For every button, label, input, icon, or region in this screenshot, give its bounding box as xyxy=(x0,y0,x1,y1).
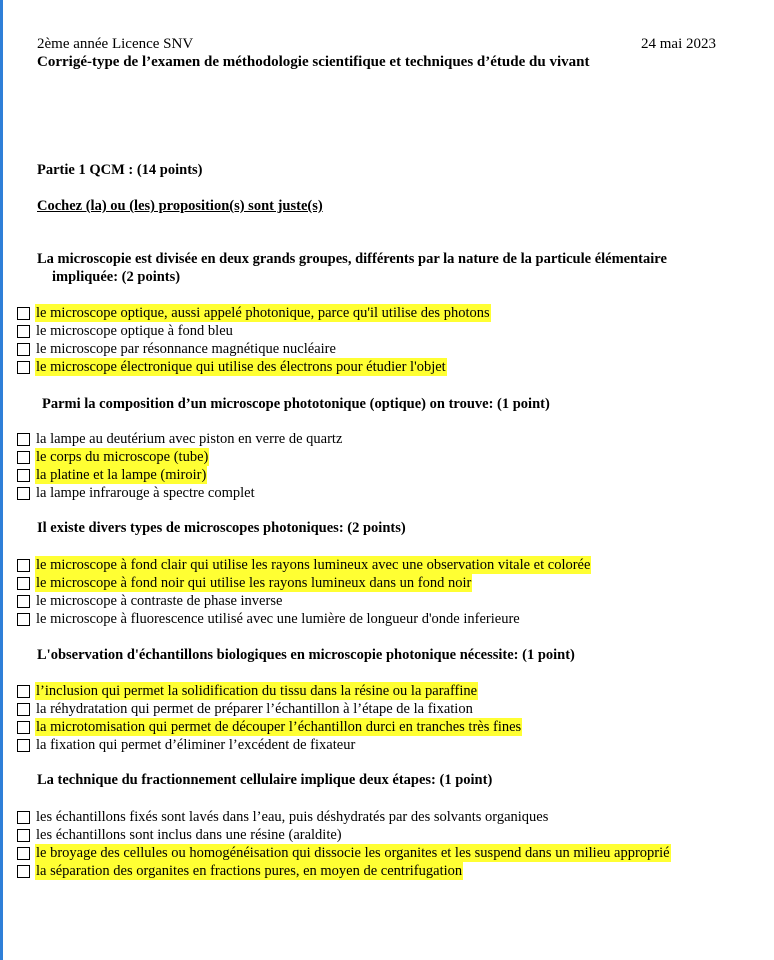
document-title: Corrigé-type de l’examen de méthodologie scientifique et techniques d’étude du vivant xyxy=(37,54,590,70)
checkbox-icon[interactable] xyxy=(17,325,30,338)
option-q4-2[interactable] xyxy=(17,700,474,718)
checkbox-icon[interactable] xyxy=(17,361,30,374)
checkbox-icon[interactable] xyxy=(17,469,30,482)
option-q2-3[interactable] xyxy=(17,466,207,484)
option-q3-2[interactable] xyxy=(17,574,472,592)
part-instruction: Cochez (la) ou (les) proposition(s) sont juste(s) xyxy=(37,198,323,214)
question-4-text: L'observation d'échantillons biologiques en microscopie photonique nécessite: (1 point) xyxy=(37,647,575,663)
question-3-text: Il existe divers types de microscopes photoniques: (2 points) xyxy=(37,520,406,536)
option-label: le microscope optique, aussi appelé photonique, parce qu'il utilise des photons xyxy=(36,305,490,321)
question-2-text: Parmi la composition d’un microscope phototonique (optique) on trouve: (1 point) xyxy=(42,396,550,412)
option-label: le microscope par résonnance magnétique nucléaire xyxy=(36,341,336,357)
option-label: la lampe au deutérium avec piston en verre de quartz xyxy=(36,431,343,447)
question-1-line-2: impliquée: (2 points) xyxy=(52,269,181,285)
checkbox-icon[interactable] xyxy=(17,829,30,842)
option-label: la platine et la lampe (miroir) xyxy=(36,467,207,483)
checkbox-icon[interactable] xyxy=(17,739,30,752)
option-label: l’inclusion qui permet la solidification du tissu dans la résine ou la paraffine xyxy=(36,683,478,699)
checkbox-icon[interactable] xyxy=(17,595,30,608)
left-border-line xyxy=(0,0,3,960)
option-q4-3[interactable] xyxy=(17,718,522,736)
option-q3-4[interactable] xyxy=(17,610,521,628)
option-label: la lampe infrarouge à spectre complet xyxy=(36,485,255,501)
checkbox-icon[interactable] xyxy=(17,703,30,716)
option-label: le microscope à fond clair qui utilise les rayons lumineux avec une observation vitale et colorée xyxy=(36,557,591,573)
checkbox-icon[interactable] xyxy=(17,613,30,626)
question-5-text: La technique du fractionnement cellulaire implique deux étapes: (1 point) xyxy=(37,772,493,788)
checkbox-icon[interactable] xyxy=(17,487,30,500)
option-q1-3[interactable] xyxy=(17,340,337,358)
option-q5-4[interactable] xyxy=(17,862,463,880)
option-label: la séparation des organites en fractions pures, en moyen de centrifugation xyxy=(36,863,463,879)
checkbox-icon[interactable] xyxy=(17,847,30,860)
checkbox-icon[interactable] xyxy=(17,559,30,572)
checkbox-icon[interactable] xyxy=(17,433,30,446)
option-label: les échantillons fixés sont lavés dans l’eau, puis déshydratés par des solvants organiques xyxy=(36,809,549,825)
option-q2-1[interactable] xyxy=(17,430,343,448)
option-label: le microscope électronique qui utilise des électrons pour étudier l'objet xyxy=(36,359,446,375)
option-label: la microtomisation qui permet de découper l’échantillon durci en tranches très fines xyxy=(36,719,522,735)
option-label: le microscope à fluorescence utilisé avec une lumière de longueur d'onde inferieure xyxy=(36,611,520,627)
checkbox-icon[interactable] xyxy=(17,811,30,824)
checkbox-icon[interactable] xyxy=(17,577,30,590)
option-q2-2[interactable] xyxy=(17,448,209,466)
option-q5-1[interactable] xyxy=(17,808,549,826)
option-label: le microscope à fond noir qui utilise les rayons lumineux dans un fond noir xyxy=(36,575,472,591)
option-q1-4[interactable] xyxy=(17,358,447,376)
option-q1-1[interactable] xyxy=(17,304,491,322)
option-label: les échantillons sont inclus dans une résine (araldite) xyxy=(36,827,342,843)
option-label: le corps du microscope (tube) xyxy=(36,449,209,465)
checkbox-icon[interactable] xyxy=(17,721,30,734)
checkbox-icon[interactable] xyxy=(17,307,30,320)
option-q2-4[interactable] xyxy=(17,484,256,502)
option-q3-1[interactable] xyxy=(17,556,591,574)
option-q3-3[interactable] xyxy=(17,592,283,610)
option-q4-4[interactable] xyxy=(17,736,356,754)
header-level: 2ème année Licence SNV xyxy=(37,36,194,52)
option-q4-1[interactable] xyxy=(17,682,478,700)
checkbox-icon[interactable] xyxy=(17,685,30,698)
question-1-line-1: La microscopie est divisée en deux grands groupes, différents par la nature de la particule élémentaire xyxy=(37,251,667,267)
option-label: le microscope optique à fond bleu xyxy=(36,323,233,339)
checkbox-icon[interactable] xyxy=(17,343,30,356)
checkbox-icon[interactable] xyxy=(17,451,30,464)
option-q5-3[interactable] xyxy=(17,844,671,862)
option-q5-2[interactable] xyxy=(17,826,343,844)
part-title: Partie 1 QCM : (14 points) xyxy=(37,162,203,178)
option-label: le broyage des cellules ou homogénéisation qui dissocie les organites et les suspend dans un milieu approprié xyxy=(36,845,670,861)
option-q1-2[interactable] xyxy=(17,322,234,340)
header-date: 24 mai 2023 xyxy=(641,36,716,52)
option-label: la fixation qui permet d’éliminer l’excédent de fixateur xyxy=(36,737,356,753)
option-label: le microscope à contraste de phase inverse xyxy=(36,593,283,609)
checkbox-icon[interactable] xyxy=(17,865,30,878)
option-label: la réhydratation qui permet de préparer l’échantillon à l’étape de la fixation xyxy=(36,701,473,717)
